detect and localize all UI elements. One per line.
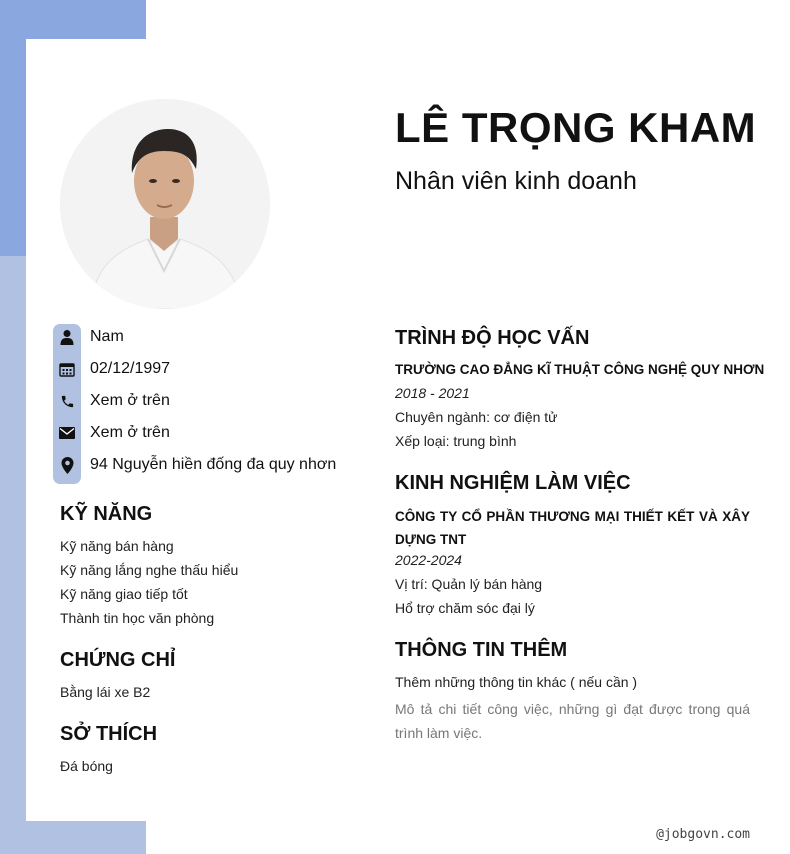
location-icon [53,451,81,479]
phone-icon [53,387,81,415]
contact-address [53,451,336,479]
profile-photo [60,99,270,309]
experience-detail: Hổ trợ chăm sóc đại lý [395,600,535,616]
extra-line-1: Thêm những thông tin khác ( nếu cần ) [395,674,638,690]
skill-item: Thành tin học văn phòng [60,610,215,626]
calendar-icon [53,355,81,383]
contact-email [53,419,170,447]
hobbies-heading: SỞ THÍCH [60,723,158,745]
contact-phone [53,387,170,415]
certificates-heading: CHỨNG CHỈ [60,649,176,671]
skill-item: Kỹ năng bán hàng [60,538,174,554]
education-major: Chuyên ngành: cơ điện tử [395,409,558,425]
experience-heading: KINH NGHIỆM LÀM VIỆC [395,472,631,494]
skill-item: Kỹ năng giao tiếp tốt [60,586,188,602]
email-icon [53,419,81,447]
contact-phone-text: Xem ở trên [90,392,170,409]
education-school: TRƯỜNG CAO ĐẲNG KĨ THUẬT CÔNG NGHỆ QUY NHƠN [395,362,765,377]
candidate-name: LÊ TRỌNG KHAM [395,104,757,151]
person-icon [53,323,81,351]
contact-address-text: 94 Nguyễn hiền đống đa quy nhơn [90,456,337,473]
education-heading: TRÌNH ĐỘ HỌC VẤN [395,327,590,349]
contact-birthdate-text: 02/12/1997 [90,360,171,377]
education-grade: Xếp loại: trung bình [395,433,517,449]
experience-period: 2022-2024 [395,552,462,568]
experience-position: Vị trí: Quản lý bán hàng [395,576,543,592]
hobby-item: Đá bóng [60,758,113,774]
footer-watermark: @jobgovn.com [656,827,750,842]
experience-company: CÔNG TY CỔ PHẦN THƯƠNG MẠI THIẾT KẾT VÀ XÂY DỰNG TNT [395,509,750,547]
contact-gender-text: Nam [90,328,124,345]
contact-email-text: Xem ở trên [90,424,170,441]
certificate-item: Bằng lái xe B2 [60,684,151,700]
skill-item: Kỹ năng lắng nghe thấu hiểu [60,562,239,578]
extra-heading: THÔNG TIN THÊM [395,639,568,661]
skills-heading: KỸ NĂNG [60,503,153,525]
contact-gender [53,323,124,351]
contact-birthdate [53,355,170,383]
education-period: 2018 - 2021 [395,385,470,401]
candidate-role: Nhân viên kinh doanh [395,167,637,195]
extra-line-2: Mô tả chi tiết công việc, những gì đạt được trong quá trình làm việc. [395,701,750,741]
